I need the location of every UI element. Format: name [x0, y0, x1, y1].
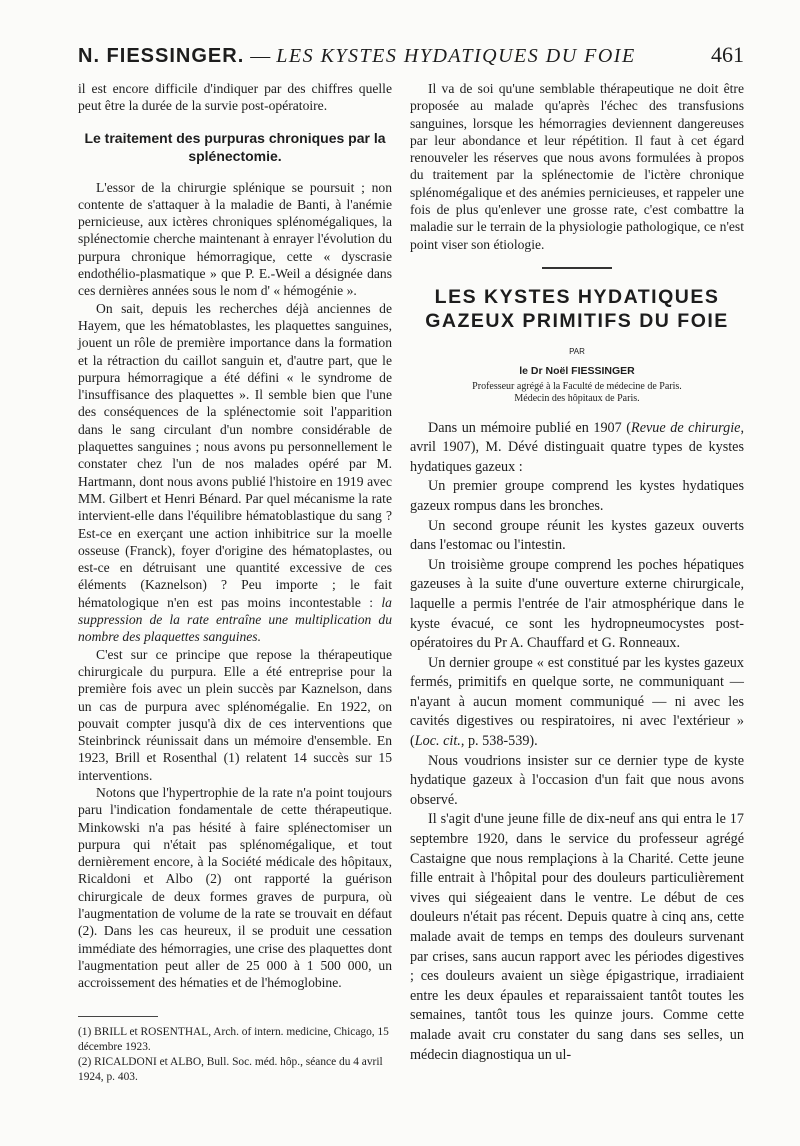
footnote-rule	[78, 1016, 158, 1017]
right-column	[410, 80, 744, 1065]
article-p5-text: Un dernier groupe « est constitué par les kystes gazeux fermés, primitifs en quelque sorte, ne communiquant — n'ayant à aucun moment communiqué — ni avec les cavités digestives ou respiratoires, ni avec l'extérieur » (	[410, 654, 744, 750]
article-paragraph-5	[410, 654, 744, 752]
author-affiliation-2: Médecin des hôpitaux de Paris.	[514, 392, 640, 404]
left-column	[78, 80, 392, 992]
left-paragraph-2-text: On sait, depuis les recherches déjà anciennes de Hayem, que les hématoblastes, les plaquettes sanguines, jouent un rôle de première importance dans la formation et la rétraction du caillot sanguin et, d'autre part, que le purpura hémorragique a été défini « le syndrome de l'insuffisance des plaquettes ». Il semble bien que l'une des conséquences de la splénectomie soit l'apparition dans le sang circulant d'un nombre considérable de plaquettes sanguines ; nous avons pu personnellement le constater chez l'un de nos malades opéré par M. Hartmann, dont nous avons publié l'histoire en 1919 avec MM. Gilbert et Henri Bénard. Par quel mécanisme la rate intervient-elle dans l'équilibre hématoblastique du sang ? Est-ce en exerçant une action inhibitrice sur la moelle osseuse (Franck), foyer d'origine des hématoplastes, ou est-ce en détruisant une quantité excessive de ces éléments (Kaznelson) ? Peu importe ; le fait hématologique n'en est pas moins incontestable :	[78, 300, 392, 610]
left-paragraph-1: L'essor de la chirurgie splénique se poursuit ; non contente de s'attaquer à la maladie de Banti, à l'anémie pernicieuse, aux ictères chroniques splénomégaliques, la splénectomie cherche maintenant à enrayer l'évolution du purpura chronique hémorragique, cette « dyscrasie endothélio-plasmatique » que P. E.-Weil a désignée dans ces dernières années sous le nom d' « hémogénie ».	[78, 179, 392, 299]
left-paragraph-4: Notons que l'hypertrophie de la rate n'a point toujours paru l'indication fondamentale de cette thérapeutique. Minkowski n'a pas hésité à faire splénectomiser un purpura qui n'était pas splénomégalique, et tout dernièrement encore, à la Société médicale des hôpitaux, Ricaldoni et Albo (2) ont rapporté la guérison chirurgicale de deux formes graves de purpura, où l'augmentation de volume de la rate se trouvait en défaut (2). Dans les cas heureux, il se produit une cessation immédiate des hémorragies, une crise des plaquettes dont l'augmentation peut aller de 25 000 à 1 500 000, un accroissement des hématies et de l'hémoglobine.	[78, 784, 392, 991]
left-paragraph-2	[78, 300, 392, 646]
article-p1-text: Dans un mémoire publié en 1907 (	[428, 419, 632, 436]
footnotes	[78, 1016, 394, 1085]
author-affiliation-1: Professeur agrégé à la Faculté de médecine de Paris.	[472, 380, 682, 392]
article-paragraph-3: Un second groupe réunit les kystes gazeux ouverts dans l'estomac ou l'intestin.	[410, 517, 744, 554]
article-p5-italic: Loc. cit.	[414, 733, 461, 750]
article-paragraph-6: Nous voudrions insister sur ce dernier type de kyste hydatique gazeux à l'occasion d'un fait que nous avons observé.	[410, 752, 744, 808]
article-paragraph-2: Un premier groupe comprend les kystes hydatiques gazeux rompus dans les bronches.	[410, 478, 744, 514]
article-separator	[542, 267, 612, 269]
article-p5-text-end: , p. 538-539).	[460, 733, 538, 750]
article-paragraph-1	[410, 419, 744, 478]
section-title: Le traitement des purpuras chroniques par la splénectomie.	[84, 129, 386, 164]
running-header	[78, 42, 744, 76]
article-p1-italic: Revue de chirurgie	[631, 419, 741, 436]
par-label: PAR	[569, 346, 585, 356]
footnote-1: (1) BRILL et ROSENTHAL, Arch. of intern. medicine, Chicago, 15 décembre 1923.	[78, 1026, 389, 1053]
header-dash: —	[250, 45, 271, 67]
header-title: LES KYSTES HYDATIQUES DU FOIE	[276, 45, 636, 67]
article-title-line-2: GAZEUX PRIMITIFS DU FOIE	[425, 309, 729, 332]
footnote-2: (2) RICALDONI et ALBO, Bull. Soc. méd. hôp., séance du 4 avril 1924, p. 403.	[78, 1056, 383, 1083]
article-p1-text-end: , avril 1907), M. Dévé distinguait quatre types de kystes hydatiques gazeux :	[410, 419, 744, 475]
page-number: 461	[711, 42, 744, 67]
left-paragraph-3: C'est sur ce principe que repose la thérapeutique chirurgicale du purpura. Elle a été entreprise pour la première fois avec un plein succès par Kaznelson, dans un cas de purpura avec splénomégalie. En 1922, on pouvait compter jusqu'à dix de ces interventions que Steinbrinck réunissait dans un mémoire d'ensemble. En 1923, Brill et Rosenthal (1) relatent 14 succès sur 15 interventions.	[78, 646, 392, 783]
article-title-line-1: LES KYSTES HYDATIQUES	[434, 285, 720, 308]
header-author: N. FIESSINGER.	[78, 45, 245, 67]
article-paragraph-4: Un troisième groupe comprend les poches hépatiques gazeuses à la suite d'une ouverture externe chirurgicale, laquelle a permis l'entrée de l'air atmosphérique dans le kyste évacué, ce sont les hydropneumocystes post-opératoires du Pr A. Chauffard et G. Ronneaux.	[410, 556, 744, 652]
left-paragraph-2-italic: la suppression de la rate entraîne une multiplication du nombre des plaquettes sanguines.	[78, 594, 392, 645]
article-paragraph-7: Il s'agit d'une jeune fille de dix-neuf ans qui entra le 17 septembre 1920, dans le service du professeur agrégé Castaigne que nous remplaçions à la Charité. Cette jeune fille entrait à l'hôpital pour des douleurs particulièrement vives qui siégeaient dans le ventre. Le début de ces douleurs n'était pas récent. Depuis quatre à cinq ans, cette malade avait de temps en temps des douleurs survenant par crises, sans aucun rapport avec les périodes digestives ; ces douleurs avaient un siège épigastrique, irradiaient entre les deux épaules et reparaissaient tantôt toutes les semaines, tantôt tous les quinze jours. Comme cette malade avait cru constater du sang dans ses selles, un médecin diagnostiqua un ul-	[410, 811, 744, 1063]
right-paragraph-0: Il va de soi qu'une semblable thérapeutique ne doit être proposée au malade qu'après l'échec des transfusions sanguines, lorsque les hémorragies deviennent dangereuses par leur abondance et leur répétition. Il faut à cet égard renouveler les réserves que nous avons formulées à propos du traitement par la splénectomie de l'ictère chronique splénomégalique et des anémies pernicieuses, et rappeler une fois de plus qu'enlever une grosse rate, c'est combattre la maladie sur le terrain de la physiologie pathologique, ce n'est point viser son étiologie.	[410, 81, 744, 252]
article-body	[410, 419, 744, 1066]
author-byline: le Dr Noël FIESSINGER	[519, 365, 635, 378]
left-paragraph-0: il est encore difficile d'indiquer par des chiffres quelle peut être la durée de la survie post-opératoire.	[78, 81, 392, 114]
